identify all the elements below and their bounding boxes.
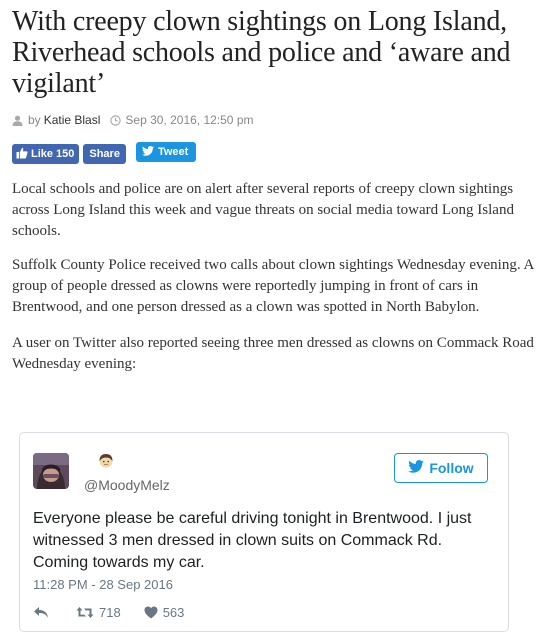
- reply-icon: [33, 606, 49, 619]
- article: [12, 0, 538, 375]
- tweet-text: Everyone please be careful driving tonight in Brentwood. I just witnessed 3 men dressed in clown suits on Commack Rd. Coming towards my car.: [33, 510, 472, 571]
- twitter-bird-icon: [142, 146, 158, 159]
- tweet-timestamp[interactable]: 11:28 PM - 28 Sep 2016: [33, 577, 173, 592]
- author-link[interactable]: Katie Blasl: [43, 113, 101, 127]
- facebook-share-button[interactable]: Share: [83, 144, 126, 164]
- thumbs-up-icon: [16, 147, 31, 162]
- facebook-like-button[interactable]: [12, 144, 79, 164]
- like-count: 150: [56, 148, 75, 160]
- social-buttons: [12, 143, 538, 165]
- follow-button[interactable]: [394, 453, 488, 483]
- article-paragraph: A user on Twitter also reported seeing three men dressed as clowns on Commack Road Wednesday evening:: [12, 335, 534, 372]
- retweet-button[interactable]: [71, 605, 121, 620]
- like-label: Like: [31, 148, 54, 160]
- retweet-icon: [76, 606, 94, 619]
- tweet-label: Tweet: [157, 146, 189, 158]
- follow-label: Follow: [429, 460, 474, 476]
- twitter-bird-icon: [408, 460, 429, 476]
- byline: [12, 112, 538, 128]
- tweet-handle[interactable]: @MoodyMelz: [84, 477, 170, 493]
- embedded-tweet: [19, 432, 509, 632]
- publish-date: Sep 30, 2016, 12:50 pm: [125, 113, 254, 127]
- tweet-actions: [33, 605, 184, 620]
- like-count-tweet: 563: [162, 605, 185, 620]
- user-icon: [12, 115, 23, 126]
- woman-emoji-icon: [98, 453, 114, 474]
- article-paragraph: Local schools and police are on alert after several reports of creepy clown sightings across Long Island this week and vague threats on social media toward Long Island schools.: [12, 181, 514, 239]
- heart-icon: [144, 606, 158, 619]
- like-tweet-button[interactable]: [139, 605, 185, 620]
- byline-prefix: by: [28, 113, 41, 127]
- avatar[interactable]: [33, 453, 69, 489]
- clock-icon: [110, 115, 121, 126]
- tweet-button[interactable]: [136, 142, 196, 162]
- retweet-count: 718: [99, 605, 121, 620]
- reply-button[interactable]: [33, 606, 49, 619]
- article-paragraph: Suffolk County Police received two calls about clown sightings Wednesday evening. A group of people dressed as clowns were reportedly jumping in front of cars in Brentwood, and one person dressed as a clown was spotted in North Babylon.: [12, 257, 534, 315]
- article-headline: With creepy clown sightings on Long Island, Riverhead schools and police and ‘aware and vigilant’: [12, 6, 511, 99]
